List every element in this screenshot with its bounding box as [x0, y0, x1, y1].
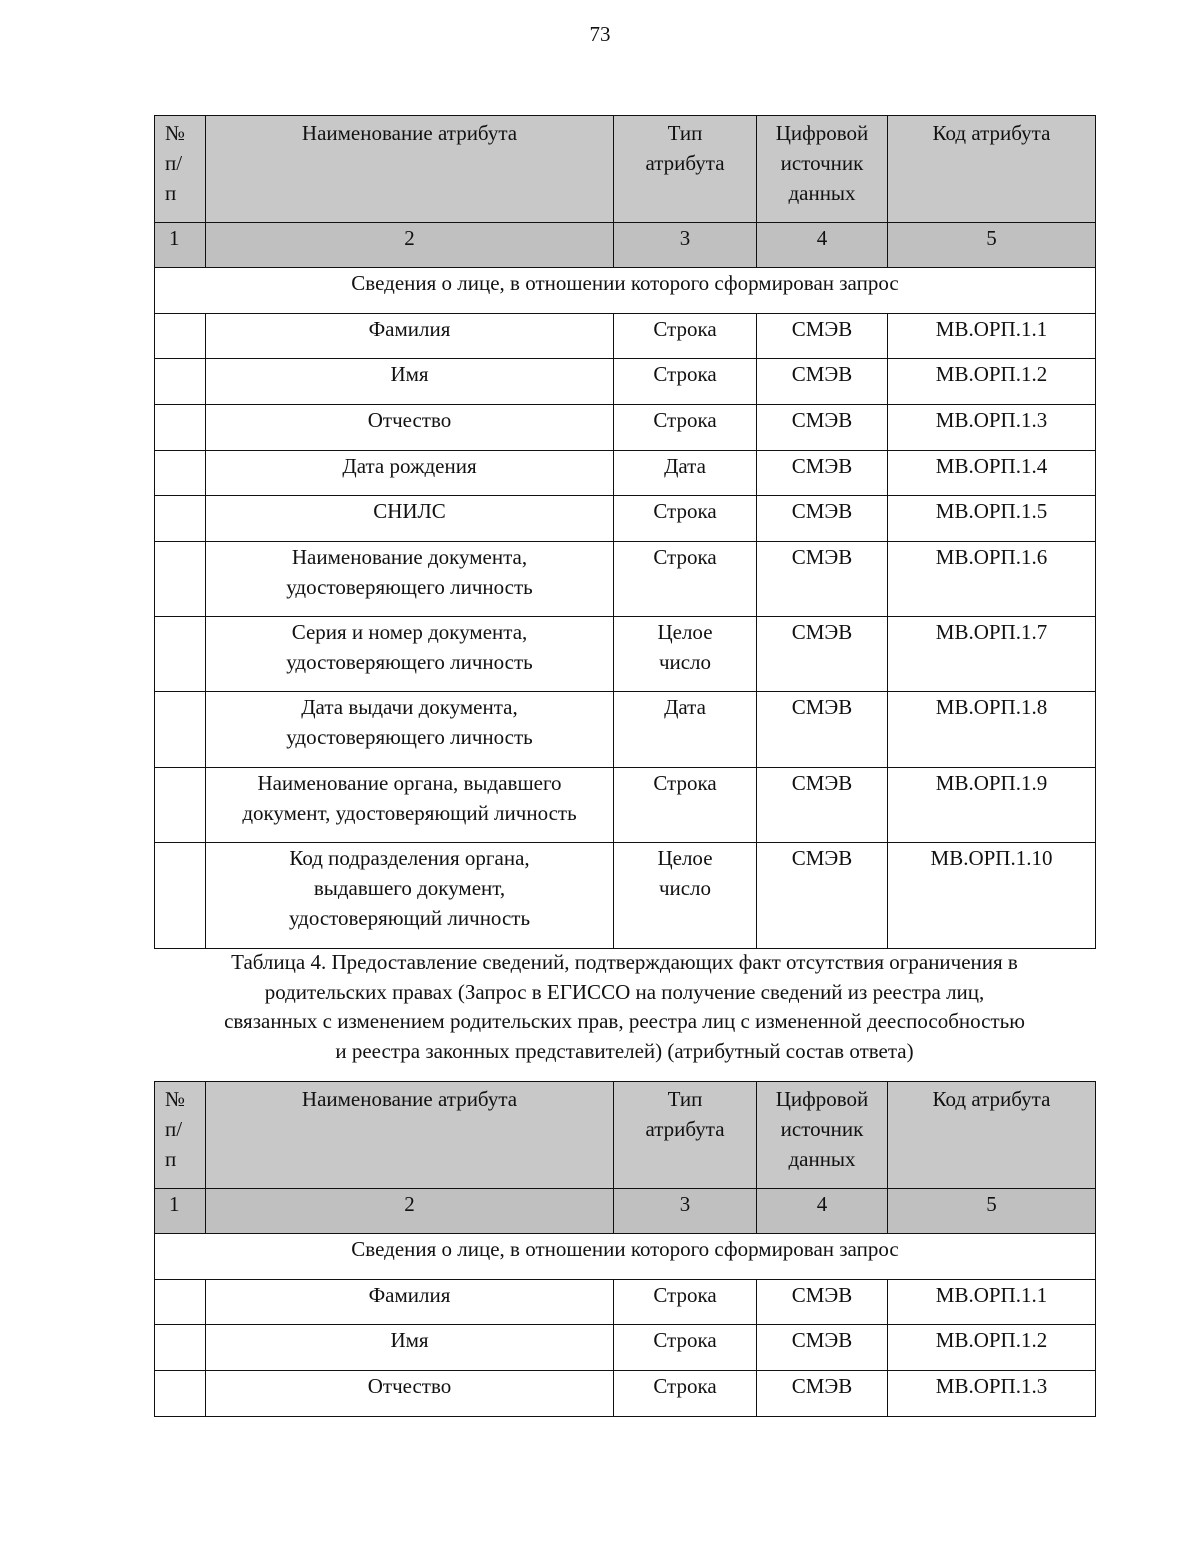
data-source: СМЭВ [757, 542, 888, 617]
data-source: СМЭВ [757, 359, 888, 405]
attribute-code: МВ.ОРП.1.3 [888, 1371, 1096, 1417]
row-number [155, 692, 206, 768]
header-name: Наименование атрибута [206, 1082, 614, 1189]
header-num [155, 116, 206, 223]
data-source: СМЭВ [757, 843, 888, 949]
cell-line: № [165, 1087, 186, 1111]
column-number-row [155, 223, 1096, 268]
attribute-type [614, 542, 757, 617]
cell-line: Отчество [367, 408, 452, 432]
header-num [155, 1082, 206, 1189]
attribute-name [206, 1371, 614, 1417]
section-row [155, 268, 1096, 314]
cell-line: удостоверяющего личность [286, 650, 533, 674]
cell-line: данных [788, 181, 856, 205]
attribute-type [614, 405, 757, 451]
data-source: СМЭВ [757, 768, 888, 843]
cell-line: Строка [653, 771, 717, 795]
cell-line: удостоверяющего личность [286, 725, 533, 749]
cell-line: удостоверяющего личность [286, 575, 533, 599]
column-number: 1 [155, 223, 206, 268]
cell-line: Строка [653, 545, 717, 569]
attribute-code: МВ.ОРП.1.4 [888, 451, 1096, 496]
attribute-code: МВ.ОРП.1.10 [888, 843, 1096, 949]
attribute-table-2-body [155, 1082, 1096, 1417]
cell-line: Фамилия [368, 317, 451, 341]
cell-line: № [165, 121, 186, 145]
attribute-type [614, 359, 757, 405]
attribute-name [206, 843, 614, 949]
cell-line: СНИЛС [373, 499, 446, 523]
cell-line: Дата выдачи документа, [301, 695, 518, 719]
header-name: Наименование атрибута [206, 116, 614, 223]
header-type [614, 1082, 757, 1189]
attribute-name [206, 359, 614, 405]
cell-line: Строка [653, 362, 717, 386]
column-number: 3 [614, 223, 757, 268]
column-number: 1 [155, 1189, 206, 1234]
attribute-code: МВ.ОРП.1.3 [888, 405, 1096, 451]
cell-line: Цифровой [775, 1087, 869, 1111]
cell-line: Строка [653, 1328, 717, 1352]
header-code: Код атрибута [888, 1082, 1096, 1189]
cell-line: Дата [664, 454, 706, 478]
cell-line: Фамилия [368, 1283, 451, 1307]
data-source: СМЭВ [757, 451, 888, 496]
cell-line: число [658, 650, 712, 674]
row-number [155, 451, 206, 496]
cell-line: Целое [657, 846, 713, 870]
table-row [155, 1325, 1096, 1371]
cell-line: источник [780, 1117, 864, 1141]
attribute-type [614, 496, 757, 542]
cell-line: Дата рождения [342, 454, 477, 478]
column-number: 2 [206, 1189, 614, 1234]
row-number [155, 405, 206, 451]
attribute-code: МВ.ОРП.1.7 [888, 617, 1096, 692]
table-row [155, 314, 1096, 359]
row-number [155, 1280, 206, 1325]
table-row [155, 542, 1096, 617]
attribute-name [206, 542, 614, 617]
cell-line: данных [788, 1147, 856, 1171]
attribute-type [614, 692, 757, 768]
row-number [155, 359, 206, 405]
cell-line: Целое [657, 620, 713, 644]
attribute-type [614, 1280, 757, 1325]
cell-line: выдавшего документ, [313, 876, 506, 900]
attribute-table-1-body [155, 116, 1096, 949]
attribute-type [614, 451, 757, 496]
cell-line: удостоверяющий личность [288, 906, 531, 930]
attribute-type [614, 1325, 757, 1371]
section-title: Сведения о лице, в отношении которого сформирован запрос [155, 268, 1096, 314]
attribute-code: МВ.ОРП.1.1 [888, 1280, 1096, 1325]
cell-line: п/ [165, 1117, 183, 1141]
table-row [155, 496, 1096, 542]
table-row [155, 692, 1096, 768]
section-row [155, 1234, 1096, 1280]
page-number: 73 [589, 22, 611, 46]
cell-line: источник [780, 151, 864, 175]
column-number: 4 [757, 1189, 888, 1234]
cell-line: Строка [653, 408, 717, 432]
cell-line: Наименование органа, выдавшего [257, 771, 562, 795]
cell-line: Отчество [367, 1374, 452, 1398]
row-number [155, 1371, 206, 1417]
attribute-type [614, 843, 757, 949]
header-type [614, 116, 757, 223]
cell-line: п/ [165, 151, 183, 175]
row-number [155, 1325, 206, 1371]
header-row [155, 1082, 1096, 1189]
attribute-code: МВ.ОРП.1.9 [888, 768, 1096, 843]
table-row [155, 451, 1096, 496]
cell-line: Серия и номер документа, [291, 620, 528, 644]
cell-line: Строка [653, 499, 717, 523]
cell-line: Строка [653, 317, 717, 341]
cell-line: Код подразделения органа, [289, 846, 530, 870]
attribute-name [206, 314, 614, 359]
cell-line: атрибута [645, 1117, 725, 1141]
row-number [155, 314, 206, 359]
caption-line: родительских правах (Запрос в ЕГИССО на получение сведений из реестра лиц, [264, 979, 985, 1004]
column-number: 5 [888, 1189, 1096, 1234]
attribute-type [614, 1371, 757, 1417]
caption-line: Таблица 4. Предоставление сведений, подтверждающих факт отсутствия ограничения в [231, 950, 1018, 974]
column-number: 2 [206, 223, 614, 268]
attribute-name [206, 692, 614, 768]
cell-line: Цифровой [775, 121, 869, 145]
cell-line: Наименование документа, [291, 545, 528, 569]
row-number [155, 496, 206, 542]
attribute-name [206, 1325, 614, 1371]
cell-line: Строка [653, 1374, 717, 1398]
caption-line: связанных с изменением родительских прав, реестра лиц с измененной дееспособностью [224, 1009, 1025, 1033]
cell-line: Тип [667, 121, 703, 145]
header-source [757, 1082, 888, 1189]
attribute-table-2 [154, 1081, 1096, 1417]
row-number [155, 768, 206, 843]
attribute-name [206, 1280, 614, 1325]
header-source [757, 116, 888, 223]
table-row [155, 843, 1096, 949]
section-title: Сведения о лице, в отношении которого сформирован запрос [155, 1234, 1096, 1280]
cell-line: п [165, 181, 177, 205]
attribute-code: МВ.ОРП.1.2 [888, 1325, 1096, 1371]
attribute-code: МВ.ОРП.1.2 [888, 359, 1096, 405]
table-row [155, 405, 1096, 451]
cell-line: Имя [390, 362, 429, 386]
row-number [155, 843, 206, 949]
data-source: СМЭВ [757, 405, 888, 451]
attribute-type [614, 314, 757, 359]
cell-line: атрибута [645, 151, 725, 175]
data-source: СМЭВ [757, 1325, 888, 1371]
caption-line: и реестра законных представителей) (атрибутный состав ответа) [335, 1038, 914, 1063]
table-row [155, 617, 1096, 692]
data-source: СМЭВ [757, 1371, 888, 1417]
table-row [155, 1280, 1096, 1325]
attribute-table-1 [154, 115, 1096, 949]
table-row [155, 1371, 1096, 1417]
column-number: 3 [614, 1189, 757, 1234]
cell-line: Строка [653, 1283, 717, 1307]
cell-line: Дата [664, 695, 706, 719]
cell-line: Имя [390, 1328, 429, 1352]
attribute-name [206, 451, 614, 496]
data-source: СМЭВ [757, 617, 888, 692]
header-row [155, 116, 1096, 223]
attribute-name [206, 405, 614, 451]
row-number [155, 617, 206, 692]
attribute-type [614, 768, 757, 843]
table-row [155, 768, 1096, 843]
attribute-type [614, 617, 757, 692]
cell-line: число [658, 876, 712, 900]
table-4-caption [154, 948, 1095, 1066]
data-source: СМЭВ [757, 1280, 888, 1325]
attribute-code: МВ.ОРП.1.6 [888, 542, 1096, 617]
column-number: 5 [888, 223, 1096, 268]
attribute-name [206, 768, 614, 843]
data-source: СМЭВ [757, 314, 888, 359]
data-source: СМЭВ [757, 496, 888, 542]
data-source: СМЭВ [757, 692, 888, 768]
attribute-code: МВ.ОРП.1.1 [888, 314, 1096, 359]
row-number [155, 542, 206, 617]
column-number-row [155, 1189, 1096, 1234]
cell-line: Тип [667, 1087, 703, 1111]
cell-line: п [165, 1147, 177, 1171]
header-code: Код атрибута [888, 116, 1096, 223]
attribute-code: МВ.ОРП.1.5 [888, 496, 1096, 542]
column-number: 4 [757, 223, 888, 268]
table-row [155, 359, 1096, 405]
attribute-code: МВ.ОРП.1.8 [888, 692, 1096, 768]
cell-line: документ, удостоверяющий личность [242, 801, 577, 825]
attribute-name [206, 617, 614, 692]
attribute-name [206, 496, 614, 542]
